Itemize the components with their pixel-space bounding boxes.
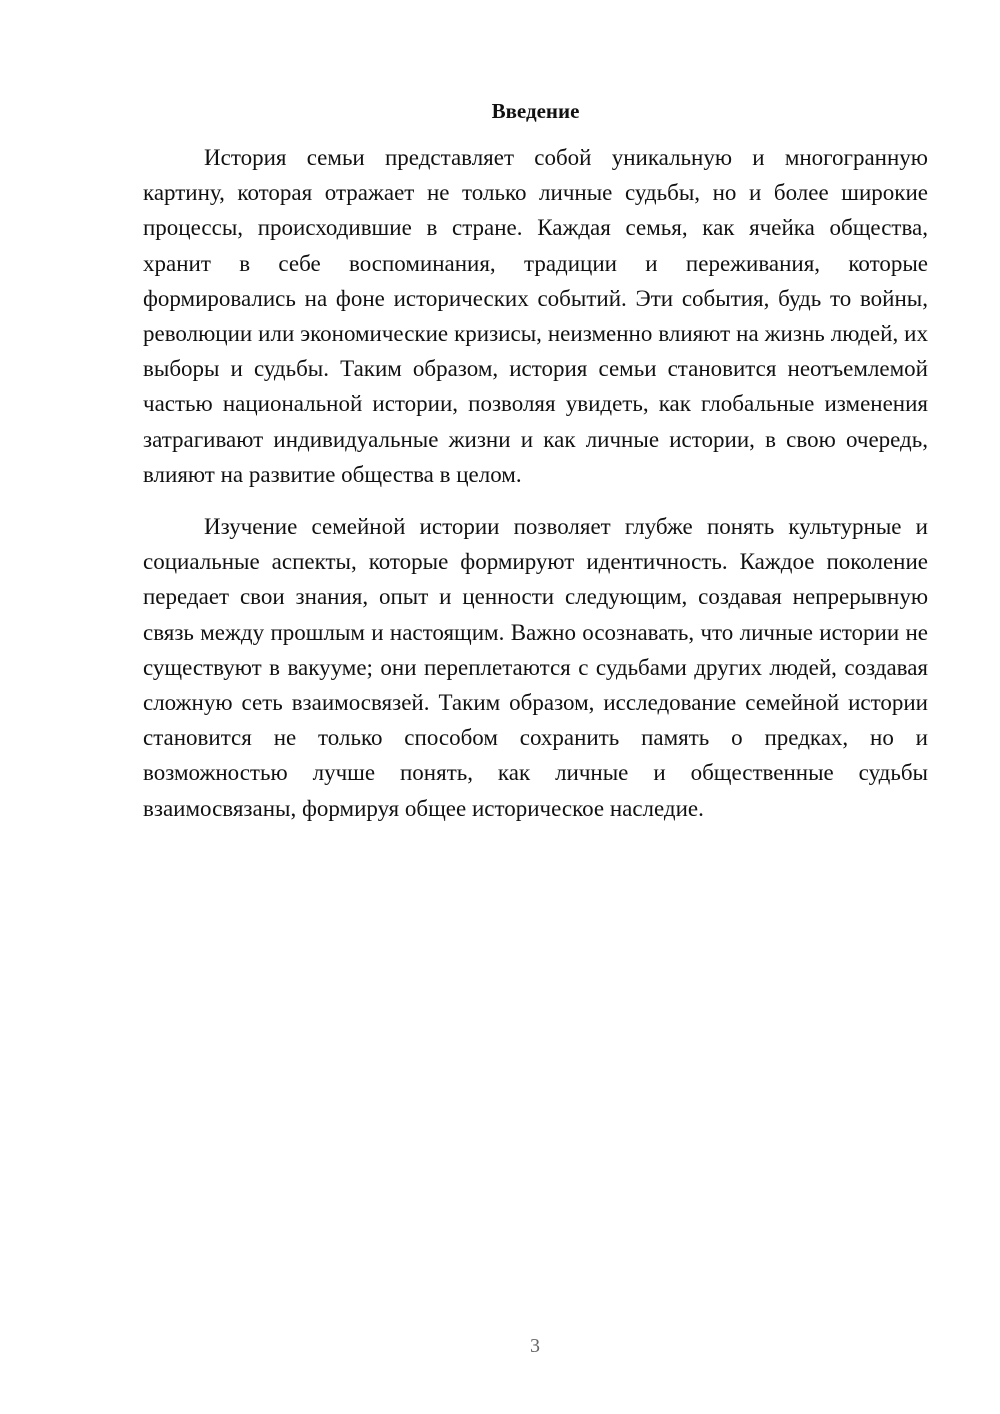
paragraph-1: История семьи представляет собой уникальную и многогранную картину, которая отражает не только личные судьбы, но и более широкие процессы, происходившие в стране. Каждая семья, как ячейка общества, хранит в себе воспоминания, традиции и переживания, которые формировались на фоне исторических событий. Эти события, будь то войны, революции или экономические кризисы, неизменно влияют на жизнь людей, их выборы и судьбы. Таким образом, история семьи становится неотъемлемой частью национальной истории, позволяя увидеть, как глобальные изменения затрагивают индивидуальные жизни и как личные истории, в свою очередь, влияют на развитие общества в целом.	[143, 145, 928, 487]
paragraph-2: Изучение семейной истории позволяет глубже понять культурные и социальные аспекты, которые формируют идентичность. Каждое поколение передает свои знания, опыт и ценности следующим, создавая непрерывную связь между прошлым и настоящим. Важно осознавать, что личные истории не существуют в вакууме; они переплетаются с судьбами других людей, создавая сложную сеть взаимосвязей. Таким образом, исследование семейной истории становится не только способом сохранить память о предках, но и возможностью лучше понять, как личные и общественные судьбы взаимосвязаны, формируя общее историческое наследие.	[143, 514, 928, 821]
page-content	[143, 96, 928, 826]
page-number: 3	[530, 1335, 540, 1357]
section-heading: Введение	[491, 99, 580, 123]
